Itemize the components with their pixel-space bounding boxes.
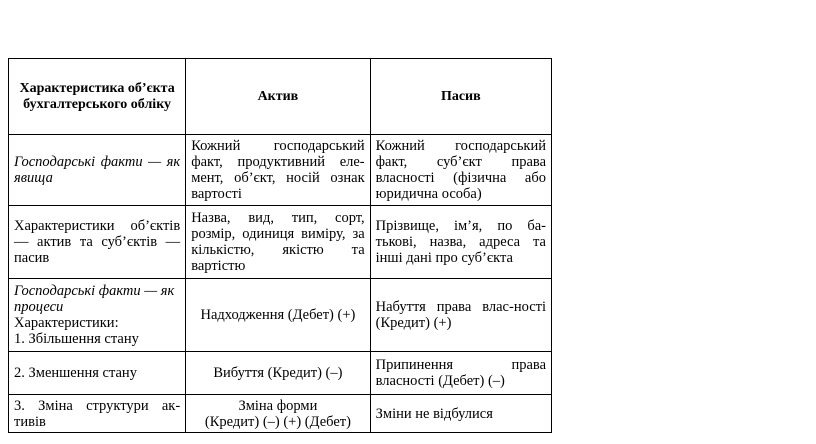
header-characteristic: Характеристика об’єкта бухгалтерського обліку: [9, 59, 186, 135]
row4-liability: Припинення права власності (Дебет) (–): [370, 352, 551, 395]
row2-asset: Назва, вид, тип, сорт, розмір, одиниця виміру, за кількістю, якістю та вартістю: [186, 206, 370, 279]
row5-asset-line1: Зміна форми: [238, 397, 318, 414]
row3-characteristic-italic: Господарські факти — як процеси: [14, 283, 175, 315]
row3-characteristic-label: Характеристики:: [14, 315, 119, 331]
row1-characteristic: Господарські факти — як явища: [9, 135, 186, 206]
row1-asset: Кожний господарський факт, продуктивний еле-мент, об’єкт, носій ознак вартості: [186, 135, 370, 206]
row5-liability: Зміни не відбулися: [370, 395, 551, 433]
row4-asset: Вибуття (Кредит) (–): [186, 352, 370, 395]
header-asset: Актив: [186, 59, 370, 135]
row3-characteristic: [9, 279, 186, 352]
table-header-row: [9, 59, 552, 135]
header-liability: Пасив: [370, 59, 551, 135]
table-row: [9, 395, 552, 433]
table-row: [9, 279, 552, 352]
row2-liability: Прізвище, ім’я, по ба-тькові, назва, адреса та інші дані про суб’єкта: [370, 206, 551, 279]
row5-asset-line2: (Кредит) (–) (+) (Дебет): [204, 413, 351, 430]
table-row: [9, 352, 552, 395]
row3-characteristic-item: 1. Збільшення стану: [14, 331, 139, 347]
accounting-table: [8, 58, 552, 433]
row4-characteristic: 2. Зменшення стану: [9, 352, 186, 395]
row3-asset: Надходження (Дебет) (+): [186, 279, 370, 352]
row3-liability: Набуття права влас-ності (Кредит) (+): [370, 279, 551, 352]
row5-asset: [186, 395, 370, 433]
row2-characteristic: Характеристики об’єктів — актив та суб’єктів — пасив: [9, 206, 186, 279]
table-row: [9, 206, 552, 279]
table-row: [9, 135, 552, 206]
row1-liability: Кожний господарський факт, суб’єкт права власності (фізична або юридична особа): [370, 135, 551, 206]
row5-characteristic: 3. Зміна структури ак-тивів: [9, 395, 186, 433]
